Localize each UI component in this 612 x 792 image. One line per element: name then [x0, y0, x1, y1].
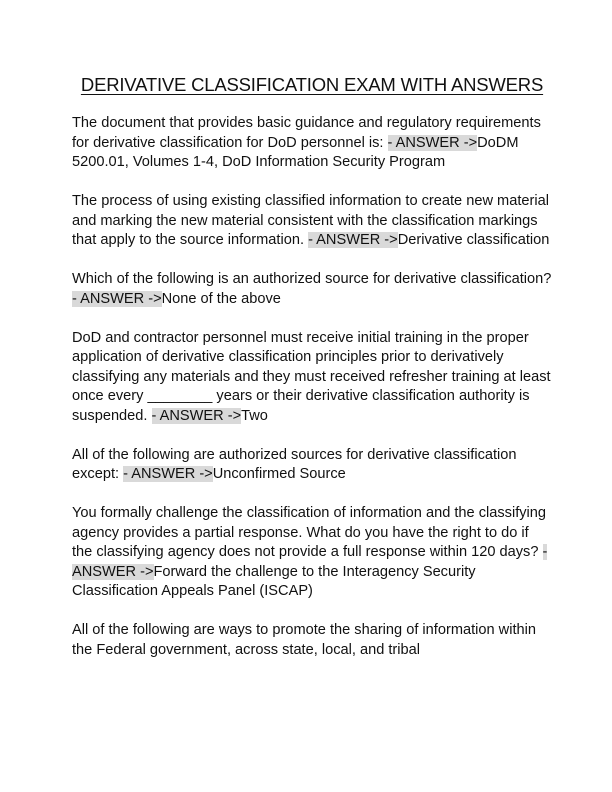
answer-marker: - ANSWER ->: [72, 290, 162, 307]
answer-text: None of the above: [161, 290, 281, 307]
question-text: DoD and contractor personnel must receive initial training in the proper application of derivative classification principles prior to derivatively classifying any materials and they must received refresher training at least once every ________ years or their derivative classification authority is suspended.: [72, 329, 551, 424]
answer-marker: - ANSWER ->: [151, 407, 242, 424]
question-text: You formally challenge the classification of information and the classifying agency provides a partial response. What do you have the right to do if the classifying agency does not provide a full response within 120 days?: [72, 505, 547, 560]
answer-text: DoDM 5200.01, Volumes 1-4, DoD Information Security Program: [72, 134, 519, 170]
qa-item-4: [72, 329, 552, 427]
qa-item-1: [72, 114, 552, 173]
answer-text: Two: [241, 407, 268, 424]
question-text: The process of using existing classified information to create new material and marking the new material consistent with the classification markings that apply to the source information.: [72, 193, 549, 248]
question-text: All of the following are ways to promote the sharing of information within the Federal government, across state, local, and tribal: [72, 622, 536, 658]
answer-marker: - ANSWER ->: [72, 544, 548, 580]
qa-item-3: [72, 270, 552, 309]
qa-item-2: [72, 192, 552, 251]
question-text: Which of the following is an authorized source for derivative classification?: [72, 271, 552, 287]
question-text: All of the following are authorized sources for derivative classification except:: [72, 446, 517, 482]
answer-marker: - ANSWER ->: [387, 134, 478, 151]
answer-text: Derivative classification: [397, 232, 550, 248]
document-title: DERIVATIVE CLASSIFICATION EXAM WITH ANSWERS: [80, 74, 544, 95]
qa-item-5: [72, 446, 552, 485]
answer-marker: - ANSWER ->: [308, 232, 398, 248]
question-text: The document that provides basic guidance and regulatory requirements for derivative classification for DoD personnel is:: [72, 115, 541, 151]
qa-item-7: [72, 621, 552, 660]
qa-item-6: [72, 504, 552, 602]
answer-text: Forward the challenge to the Interagency Security Classification Appeals Panel (ISCAP): [72, 563, 476, 599]
answer-marker: - ANSWER ->: [123, 466, 213, 482]
answer-text: Unconfirmed Source: [212, 466, 346, 482]
